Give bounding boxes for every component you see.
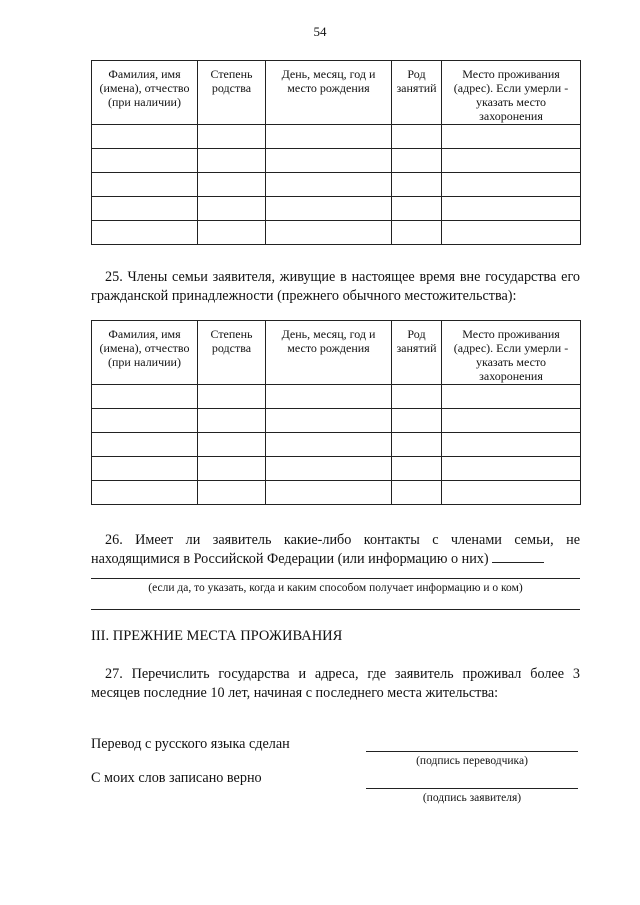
table-row <box>92 173 581 197</box>
table-row <box>92 385 581 409</box>
table-row <box>92 409 581 433</box>
answer-line[interactable] <box>91 609 580 610</box>
col-header-occupation: Род занятий <box>392 321 442 385</box>
col-header-birth: День, месяц, год и место рождения <box>266 321 392 385</box>
table-row <box>92 197 581 221</box>
translator-signature-line[interactable] <box>366 751 578 752</box>
family-table-continued <box>91 60 581 245</box>
table-row <box>92 433 581 457</box>
verified-label: С моих слов записано верно <box>91 770 262 786</box>
answer-blank[interactable] <box>492 550 544 563</box>
page-number: 54 <box>313 24 327 39</box>
col-header-name: Фамилия, имя (имена), отчество (при наличии) <box>92 321 198 385</box>
section-26-caption: (если да, то указать, когда и каким способом получает информацию и о ком) <box>148 582 523 594</box>
table-row <box>92 481 581 505</box>
section-26-text: 26. Имеет ли заявитель какие-либо контакты с членами семьи, не находящимися в Российской Федерации (или информацию о них) <box>91 532 580 567</box>
table-row <box>92 149 581 173</box>
applicant-caption: (подпись заявителя) <box>422 792 522 804</box>
section-27-text: 27. Перечислить государства и адреса, где заявитель проживал более 3 месяцев последние 10 лет, начиная с последнего места жительства: <box>91 666 580 701</box>
section-heading: III. ПРЕЖНИЕ МЕСТА ПРОЖИВАНИЯ <box>91 628 343 644</box>
table-row <box>92 221 581 245</box>
section-25-text: 25. Члены семьи заявителя, живущие в настоящее время вне государства его гражданской принадлежности (прежнего обычного местожительства): <box>91 269 580 304</box>
col-header-relation: Степень родства <box>198 321 266 385</box>
applicant-signature-line[interactable] <box>366 788 578 789</box>
table-row <box>92 125 581 149</box>
answer-line[interactable] <box>91 578 580 579</box>
col-header-relation: Степень родства <box>198 61 266 125</box>
col-header-birth: День, месяц, год и место рождения <box>266 61 392 125</box>
translation-label: Перевод с русского языка сделан <box>91 736 290 752</box>
table-row <box>92 457 581 481</box>
col-header-residence: Место проживания (адрес). Если умерли - указать место захоронения <box>442 61 581 125</box>
col-header-occupation: Род занятий <box>392 61 442 125</box>
col-header-residence: Место проживания (адрес). Если умерли - указать место захоронения <box>442 321 581 385</box>
translator-caption: (подпись переводчика) <box>416 755 528 767</box>
family-abroad-table <box>91 320 581 505</box>
col-header-name: Фамилия, имя (имена), отчество (при наличии) <box>92 61 198 125</box>
